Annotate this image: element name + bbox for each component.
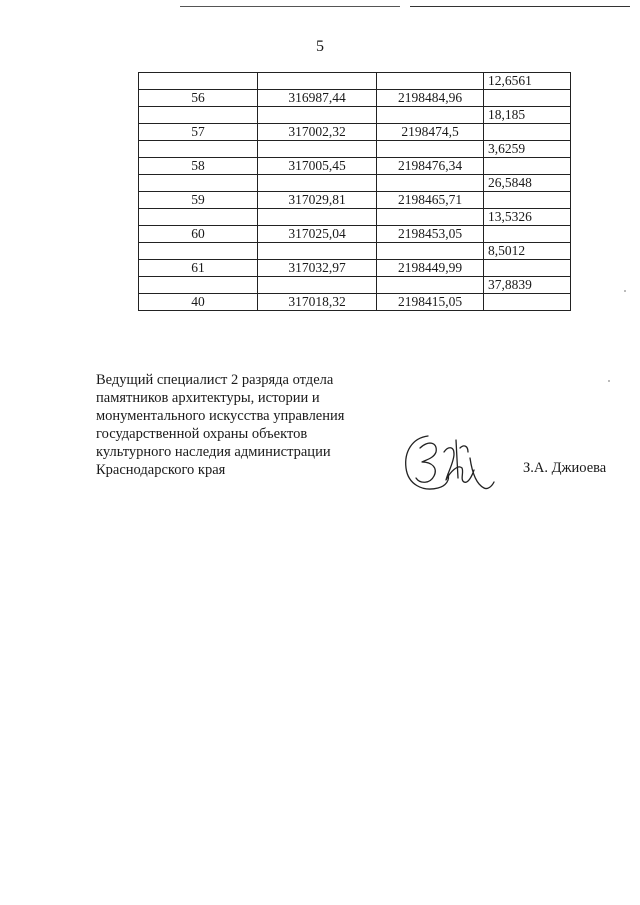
point-number-cell: 58 bbox=[139, 158, 258, 175]
point-number-cell bbox=[139, 175, 258, 192]
table-row bbox=[139, 294, 571, 311]
y-coordinate-cell bbox=[377, 107, 484, 124]
x-coordinate-cell: 317025,04 bbox=[258, 226, 377, 243]
x-coordinate-cell: 317005,45 bbox=[258, 158, 377, 175]
x-coordinate-cell bbox=[258, 141, 377, 158]
y-coordinate-cell: 2198449,99 bbox=[377, 260, 484, 277]
y-coordinate-cell bbox=[377, 209, 484, 226]
signer-name: З.А. Джиоева bbox=[523, 460, 607, 476]
y-coordinate-cell bbox=[377, 141, 484, 158]
top-border-line bbox=[410, 6, 630, 7]
x-coordinate-cell bbox=[258, 73, 377, 90]
scan-speck bbox=[608, 380, 610, 382]
y-coordinate-cell bbox=[377, 175, 484, 192]
distance-cell: 13,5326 bbox=[484, 209, 571, 226]
x-coordinate-cell bbox=[258, 209, 377, 226]
distance-cell bbox=[484, 294, 571, 311]
table-row bbox=[139, 209, 571, 226]
x-coordinate-cell bbox=[258, 277, 377, 294]
distance-cell bbox=[484, 158, 571, 175]
handwritten-signature bbox=[398, 428, 498, 498]
point-number-cell: 40 bbox=[139, 294, 258, 311]
position-line: культурного наследия администрации bbox=[96, 444, 331, 460]
table-row bbox=[139, 73, 571, 90]
distance-cell bbox=[484, 124, 571, 141]
distance-cell bbox=[484, 90, 571, 107]
point-number-cell bbox=[139, 107, 258, 124]
table-row bbox=[139, 175, 571, 192]
y-coordinate-cell: 2198465,71 bbox=[377, 192, 484, 209]
table-row bbox=[139, 226, 571, 243]
top-border-line bbox=[180, 6, 400, 7]
table-row bbox=[139, 107, 571, 124]
table-row bbox=[139, 158, 571, 175]
page-number: 5 bbox=[316, 38, 324, 55]
distance-cell: 37,8839 bbox=[484, 277, 571, 294]
point-number-cell bbox=[139, 277, 258, 294]
distance-cell: 8,5012 bbox=[484, 243, 571, 260]
y-coordinate-cell bbox=[377, 243, 484, 260]
x-coordinate-cell bbox=[258, 175, 377, 192]
y-coordinate-cell: 2198476,34 bbox=[377, 158, 484, 175]
x-coordinate-cell bbox=[258, 243, 377, 260]
distance-cell: 26,5848 bbox=[484, 175, 571, 192]
position-line: государственной охраны объектов bbox=[96, 426, 308, 442]
distance-cell: 3,6259 bbox=[484, 141, 571, 158]
point-number-cell bbox=[139, 209, 258, 226]
y-coordinate-cell: 2198484,96 bbox=[377, 90, 484, 107]
y-coordinate-cell: 2198453,05 bbox=[377, 226, 484, 243]
distance-cell: 18,185 bbox=[484, 107, 571, 124]
distance-cell bbox=[484, 192, 571, 209]
point-number-cell bbox=[139, 243, 258, 260]
table-row bbox=[139, 124, 571, 141]
point-number-cell: 61 bbox=[139, 260, 258, 277]
x-coordinate-cell: 316987,44 bbox=[258, 90, 377, 107]
point-number-cell: 57 bbox=[139, 124, 258, 141]
x-coordinate-cell: 317029,81 bbox=[258, 192, 377, 209]
coordinates-table-body bbox=[139, 73, 571, 311]
table-row bbox=[139, 243, 571, 260]
y-coordinate-cell: 2198415,05 bbox=[377, 294, 484, 311]
point-number-cell bbox=[139, 73, 258, 90]
table-row bbox=[139, 192, 571, 209]
distance-cell bbox=[484, 260, 571, 277]
x-coordinate-cell: 317018,32 bbox=[258, 294, 377, 311]
point-number-cell bbox=[139, 141, 258, 158]
table-row bbox=[139, 141, 571, 158]
table-row bbox=[139, 277, 571, 294]
y-coordinate-cell bbox=[377, 277, 484, 294]
table-row bbox=[139, 90, 571, 107]
scan-speck bbox=[624, 290, 626, 292]
coordinates-table bbox=[138, 72, 571, 311]
distance-cell bbox=[484, 226, 571, 243]
position-line: памятников архитектуры, истории и bbox=[96, 390, 320, 406]
position-line: Ведущий специалист 2 разряда отдела bbox=[96, 372, 334, 388]
distance-cell: 12,6561 bbox=[484, 73, 571, 90]
point-number-cell: 59 bbox=[139, 192, 258, 209]
x-coordinate-cell bbox=[258, 107, 377, 124]
x-coordinate-cell: 317002,32 bbox=[258, 124, 377, 141]
position-line: Краснодарского края bbox=[96, 462, 226, 478]
point-number-cell: 60 bbox=[139, 226, 258, 243]
y-coordinate-cell bbox=[377, 73, 484, 90]
position-line: монументального искусства управления bbox=[96, 408, 345, 424]
x-coordinate-cell: 317032,97 bbox=[258, 260, 377, 277]
y-coordinate-cell: 2198474,5 bbox=[377, 124, 484, 141]
signature-position-block bbox=[96, 371, 396, 479]
point-number-cell: 56 bbox=[139, 90, 258, 107]
table-row bbox=[139, 260, 571, 277]
